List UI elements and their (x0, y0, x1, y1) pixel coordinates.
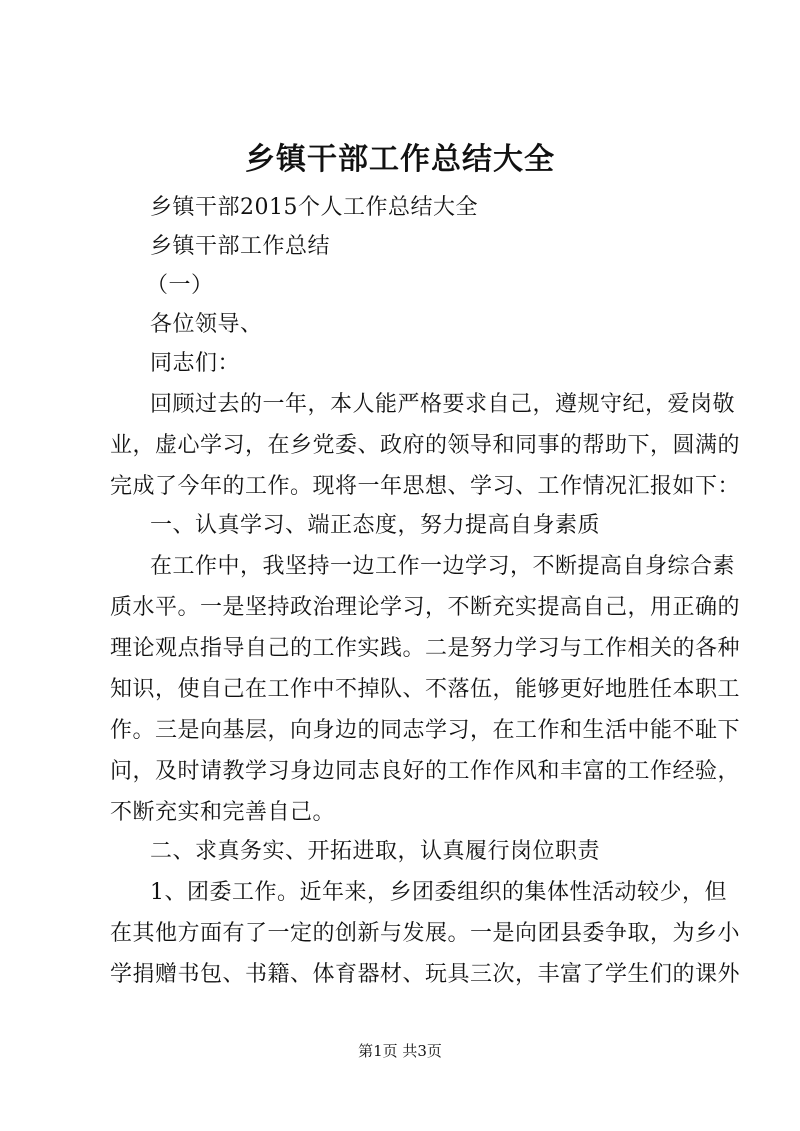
body-text-line: 回顾过去的一年，本人能严格要求自己，遵规守纪，爱岗敬 (150, 392, 736, 417)
section-heading: 一、认真学习、端正态度，努力提高自身素质 (150, 513, 601, 538)
body-text-line: 1、团委工作。近年来，乡团委组织的集体性活动较少，但 (150, 880, 727, 905)
body-text-line: 在其他方面有了一定的创新与发展。一是向团县委争取，为乡小 (110, 921, 741, 946)
salutation-line: 同志们： (150, 351, 241, 376)
body-text-line: 业，虚心学习，在乡党委、政府的领导和同事的帮助下，圆满的 (110, 433, 741, 458)
body-text-line: 在工作中，我坚持一边工作一边学习，不断提高自身综合素 (150, 554, 736, 579)
subtitle-line: 乡镇干部工作总结 (150, 234, 331, 259)
body-text-line: 理论观点指导自己的工作实践。二是努力学习与工作相关的各种 (110, 636, 741, 661)
subtitle-line: 乡镇干部2015个人工作总结大全 (150, 195, 478, 220)
section-heading: 二、求真务实、开拓进取，认真履行岗位职责 (150, 839, 601, 864)
body-text-line: 学捐赠书包、书籍、体育器材、玩具三次，丰富了学生们的课外 (110, 962, 741, 987)
document-title: 乡镇干部工作总结大全 (245, 142, 555, 177)
body-text-line: 知识，使自己在工作中不掉队、不落伍，能够更好地胜任本职工 (110, 677, 741, 702)
body-text-line: 完成了今年的工作。现将一年思想、学习、工作情况汇报如下： (110, 474, 741, 499)
body-text-line: 不断充实和完善自己。 (110, 800, 336, 825)
body-text-line: 作。三是向基层，向身边的同志学习，在工作和生活中能不耻下 (110, 718, 741, 743)
salutation-line: 各位领导、 (150, 312, 263, 337)
body-text-line: 质水平。一是坚持政治理论学习，不断充实提高自己，用正确的 (110, 595, 741, 620)
page-number-footer: 第1页 共3页 (358, 1042, 442, 1060)
section-number: （一） (146, 273, 214, 298)
body-text-line: 问，及时请教学习身边同志良好的工作作风和丰富的工作经验， (110, 759, 741, 784)
